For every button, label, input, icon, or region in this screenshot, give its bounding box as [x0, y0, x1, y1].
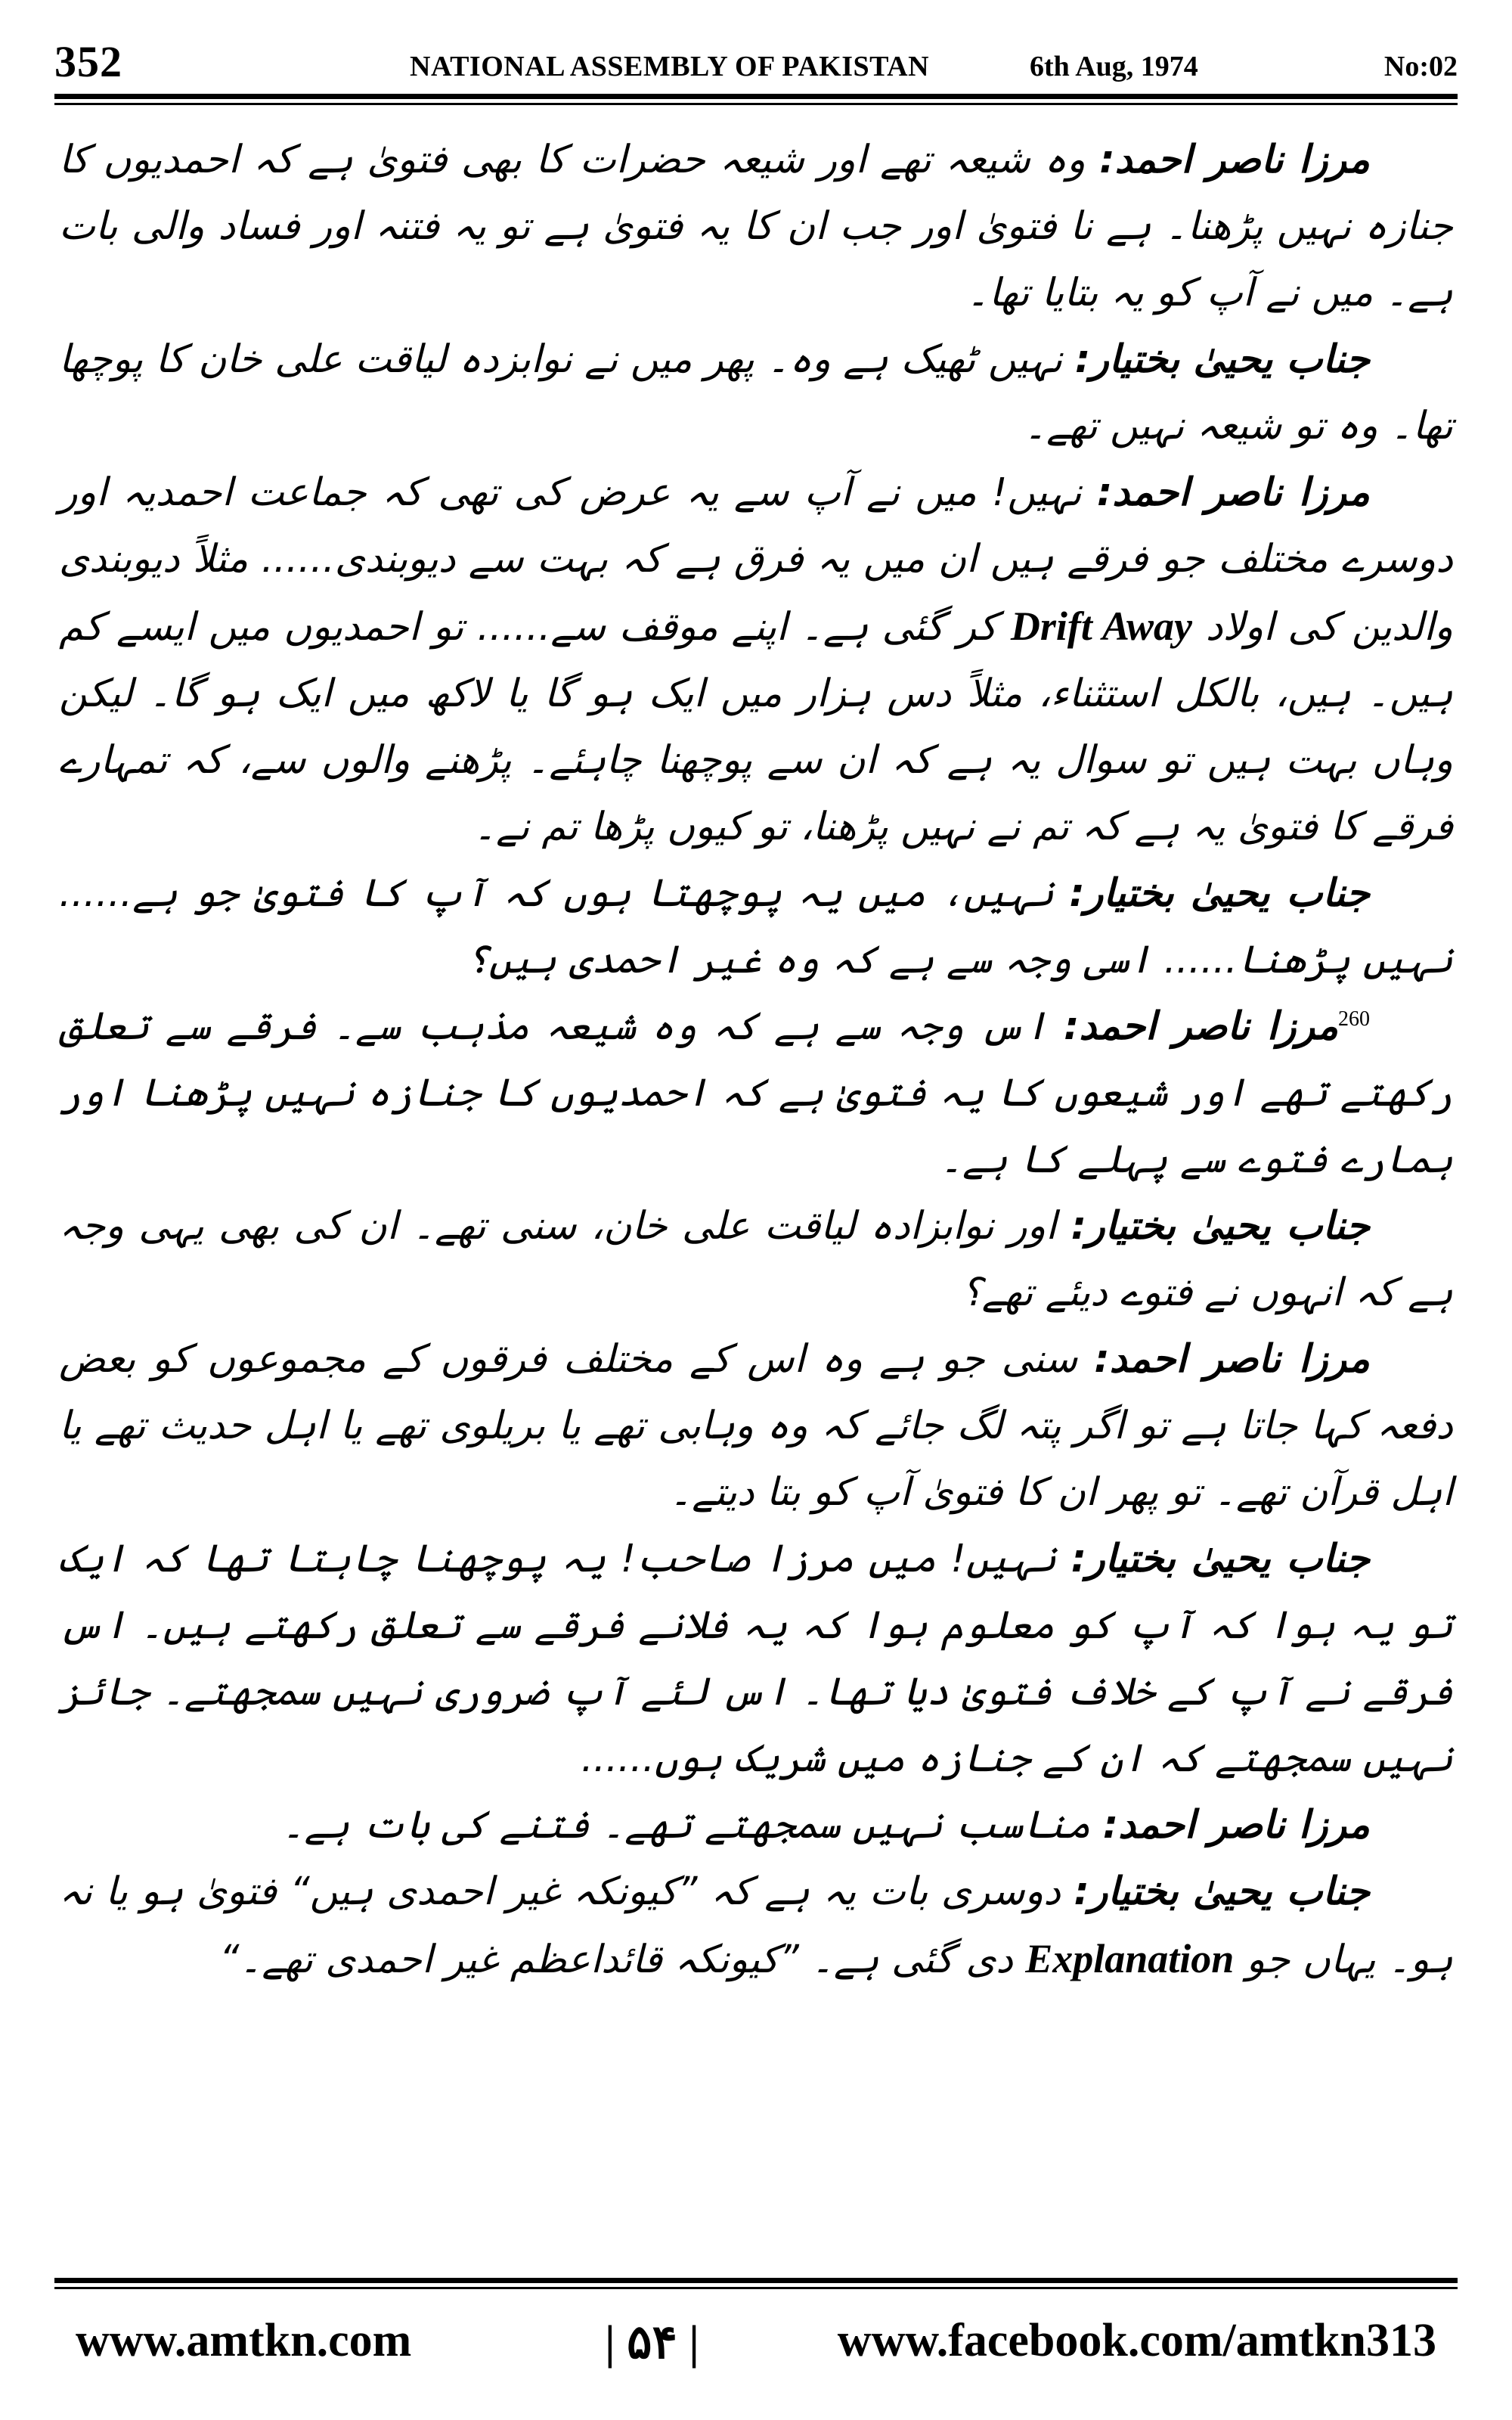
speech-text: کر گئی ہے۔ اپنے موقف سے...... تو احمدیوں میں ایسے کم ہیں۔ ہیں، بالکل استثناء، مثلاً دس ہزار میں ایک ہو گا یا لاکھ میں ایک ہو گا۔ لیکن وہاں بہت ہیں تو سوال یہ ہے کہ ان سے پوچھنا چاہئے۔ پڑھنے والوں سے، کہ تمہارے فرقے کا فتویٰ یہ ہے کہ تم نے نہیں پڑھنا، تو کیوں پڑھا تم نے۔ — [59, 605, 1453, 849]
footer-rule-thick — [54, 2278, 1458, 2283]
footer-page-number: | ۵۴ | — [605, 2317, 699, 2369]
speech-text: اور نوابزادہ لیاقت علی خان، سنی تھے۔ ان کی بھی یہی وجہ ہے کہ انہوں نے فتوے دیئے تھے؟ — [59, 1204, 1453, 1315]
header-date: 6th Aug, 1974 — [1030, 51, 1198, 82]
speaker-label: مرزا ناصر احمد: — [1099, 138, 1370, 182]
paragraph-2 — [59, 327, 1453, 460]
speaker-label: جناب یحییٰ بختیار: — [1069, 871, 1370, 916]
paragraph-10 — [59, 1859, 1453, 1993]
speech-text: دی گئی ہے۔ ”کیونکہ قائداعظم غیر احمدی تھے۔“ — [219, 1938, 1013, 1982]
speech-text: سنی جو ہے وہ اس کے مختلف فرقوں کے مجموعوں کو بعض دفعہ کہا جاتا ہے تو اگر پتہ لگ جائے کہ وہ وہابی تھے یا بریلوی تھے یا اہل حدیث تھے یا اہل قرآن تھے۔ تو پھر ان کا فتویٰ آپ کو بتا دیتے۔ — [59, 1337, 1453, 1515]
header-rule-thick — [54, 94, 1458, 99]
speech-text: دوسری بات یہ ہے کہ ”کیونکہ غیر احمدی ہیں“ فتویٰ ہو یا نہ ہو۔ یہاں جو — [59, 1869, 1453, 1982]
english-phrase: Explanation — [1025, 1936, 1235, 1981]
footer-rule-thin — [54, 2287, 1458, 2289]
speech-text: اس وجہ سے ہے کہ وہ شیعہ مذہب سے۔ فرقے سے تعلق رکھتے تھے اور شیعوں کا یہ فتویٰ ہے کہ احمدیوں کا جنازہ نہیں پڑھنا اور ہمارے فتوے سے پہلے کا ہے۔ — [59, 1004, 1453, 1182]
english-phrase: Drift Away — [1010, 603, 1192, 649]
speaker-label: مرزا ناصر احمد: — [1096, 470, 1370, 515]
speaker-label: مرزا ناصر احمد: — [1094, 1337, 1370, 1382]
paragraph-7 — [59, 1326, 1453, 1526]
header-issue-number: No:02 — [1383, 51, 1458, 82]
speech-text: وہ شیعہ تھے اور شیعہ حضرات کا بھی فتویٰ ہے کہ احمدیوں کا جنازہ نہیں پڑھنا۔ ہے نا فتویٰ اور جب ان کا یہ فتویٰ ہے تو یہ فتنہ اور فساد والی بات ہے۔ میں نے آپ کو یہ بتایا تھا۔ — [59, 138, 1453, 315]
footnote-marker: 260 — [1338, 1007, 1371, 1031]
speaker-label: جناب یحییٰ بختیار: — [1074, 337, 1370, 382]
speaker-label: جناب یحییٰ بختیار: — [1074, 1869, 1370, 1914]
paragraph-4 — [59, 861, 1453, 994]
paragraph-9 — [59, 1792, 1453, 1859]
facebook-link[interactable]: www.facebook.com/amtkn313 — [837, 2315, 1436, 2366]
page-number: 352 — [54, 37, 122, 86]
speaker-label: مرزا ناصر احمد: — [1063, 1004, 1339, 1049]
paragraph-1 — [59, 127, 1453, 327]
paragraph-5 — [59, 994, 1453, 1193]
paragraph-6 — [59, 1193, 1453, 1326]
transcript-body — [59, 127, 1453, 2267]
speech-text: نہیں ٹھیک ہے وہ۔ پھر میں نے نوابزدہ لیاقت علی خان کا پوچھا تھا۔ وہ تو شیعہ نہیں تھے۔ — [59, 337, 1453, 448]
header-rule-thin — [54, 103, 1458, 105]
page-header — [54, 30, 1458, 98]
page-footer — [76, 2314, 1436, 2375]
speech-text: نہیں! میں مرزا صاحب! یہ پوچھنا چاہتا تھا کہ ایک تو یہ ہوا کہ آپ کو معلوم ہوا کہ یہ فلانے فرقے سے تعلق رکھتے ہیں۔ اس فرقے نے آپ کے خلاف فتویٰ دیا تھا۔ اس لئے آپ ضروری نہیں سمجھتے۔ جائز نہیں سمجھتے کہ ان کے جنازہ میں شریک ہوں...... — [59, 1537, 1453, 1781]
paragraph-3 — [59, 460, 1453, 861]
speech-text: نہیں، میں یہ پوچھتا ہوں کہ آپ کا فتویٰ جو ہے...... نہیں پڑھنا...... اسی وجہ سے ہے کہ وہ غیر احمدی ہیں؟ — [59, 871, 1453, 982]
speaker-label: جناب یحییٰ بختیار: — [1070, 1537, 1370, 1581]
header-title: NATIONAL ASSEMBLY OF PAKISTAN — [410, 51, 930, 82]
speech-text: نہیں! میں نے آپ سے یہ عرض کی تھی کہ جماعت احمدیہ اور دوسرے مختلف جو فرقے ہیں ان میں یہ فرق ہے کہ بہت سے دیوبندی...... مثلاً دیوبندی والدین کی اولاد — [59, 470, 1453, 650]
speaker-label: مرزا ناصر احمد: — [1102, 1803, 1370, 1848]
website-link[interactable]: www.amtkn.com — [76, 2315, 412, 2366]
paragraph-8 — [59, 1526, 1453, 1792]
speaker-label: جناب یحییٰ بختیار: — [1070, 1204, 1370, 1249]
speech-text: مناسب نہیں سمجھتے تھے۔ فتنے کی بات ہے۔ — [281, 1803, 1091, 1848]
